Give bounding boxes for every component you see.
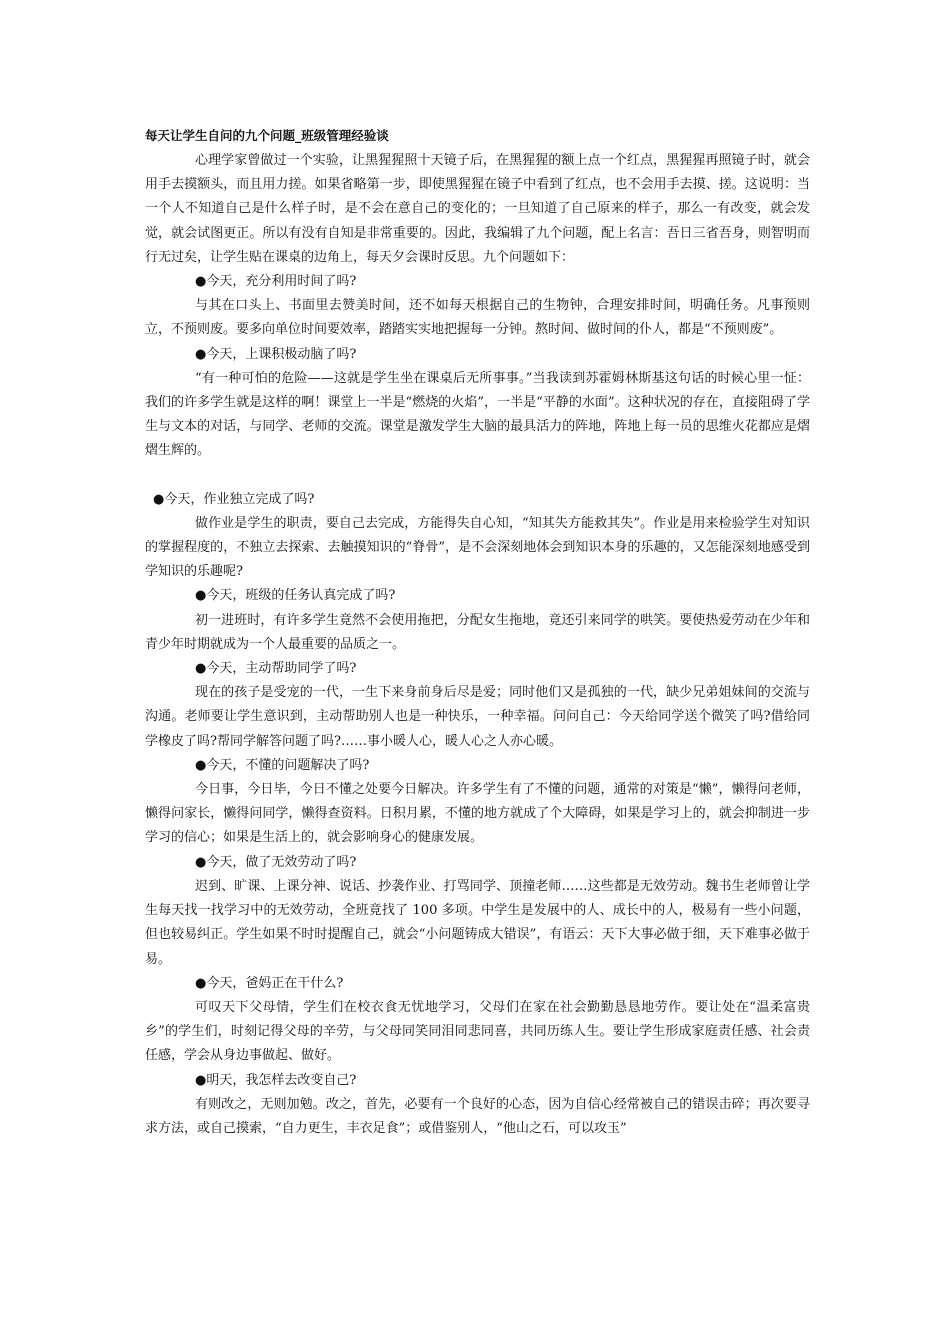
answer-3: 做作业是学生的职责，要自己去完成，方能得失自心知，“知其失方能救其失”。作业是用来检验学生对知识的掌握程度的，不独立去探索、去触摸知识的“脊骨”，是不会深刻地体会到知识本身的乐趣的，又怎能深刻地感受到学知识的乐趣呢?	[145, 515, 810, 580]
document-title: 每天让学生自问的九个问题_班级管理经验谈	[145, 128, 389, 143]
answer-4: 初一进班时，有许多学生竟然不会使用拖把，分配女生拖地，竟还引来同学的哄笑。要使热爱劳动在少年和青少年时期就成为一个人最重要的品质之一。	[145, 612, 810, 652]
answer-5: 现在的孩子是受宠的一代，一生下来身前身后尽是爱；同时他们又是孤独的一代，缺少兄弟姐妹间的交流与沟通。老师要让学生意识到，主动帮助别人也是一种快乐，一种幸福。问问自己：今天给同学送个微笑了吗?借给同学橡皮了吗?帮同学解答问题了吗?……事小暖人心，暖人心之人亦心暖。	[145, 685, 810, 749]
question-8: ●今天，爸妈正在干什么?	[195, 975, 344, 991]
blank-line	[145, 464, 810, 488]
answer-9: 有则改之，无则加勉。改之，首先，必要有一个良好的心态，因为自信心经常被自己的错误击碎；再次要寻求方法，或自己摸索，“自力更生，丰衣足食”；或借鉴别人，“他山之石，可以攻玉”	[145, 1096, 810, 1136]
question-7: ●今天，做了无效劳动了吗?	[195, 854, 357, 870]
answer-8: 可叹天下父母情，学生们在校衣食无忧地学习，父母们在家在社会勤勤恳恳地劳作。要让处在“温柔富贵乡”的学生们，时刻记得父母的辛劳，与父母同笑同泪同悲同喜，共同历练人生。要让学生形成家庭责任感、社会责任感，学会从身边事做起、做好。	[145, 999, 810, 1064]
question-3: ●今天，作业独立完成了吗?	[153, 491, 315, 507]
answer-1: 与其在口头上、书面里去赞美时间，还不如每天根据自己的生物钟，合理安排时间，明确任务。凡事预则立，不预则废。要多向单位时间要效率，踏踏实实地把握每一分钟。熬时间、做时间的仆人，都是“不预则废”。	[145, 298, 810, 338]
question-5: ●今天，主动帮助同学了吗?	[195, 661, 357, 677]
answer-2: “有一种可怕的危险——这就是学生坐在课桌后无所事事。”当我读到苏霍姆林斯基这句话的时候心里一怔：我们的许多学生就是这样的啊！课堂上一半是“燃烧的火焰”，一半是“平静的水面”。这种状况的存在，直接阻碍了学生与文本的对话，与同学、老师的交流。课堂是激发学生大脑的最具活力的阵地，阵地上每一员的思维火花都应是熠熠生辉的。	[145, 370, 810, 459]
question-2: ●今天，上课积极动脑了吗?	[195, 346, 357, 362]
question-4: ●今天，班级的任务认真完成了吗?	[195, 588, 396, 604]
document-page	[145, 126, 810, 1141]
answer-7: 迟到、旷课、上课分神、说话、抄袭作业、打骂同学、顶撞老师……这些都是无效劳动。魏书生老师曾让学生每天找一找学习中的无效劳动，全班竟找了 100 多项。中学生是发展中的人、成长中的人，极易有一些小问题，但也较易纠正。学生如果不时时提醒自己，就会“小问题铸成大错误”，有语云：天下大事必做于细，天下难事必做于易。	[145, 878, 810, 967]
answer-6: 今日事，今日毕，今日不懂之处要今日解决。许多学生有了不懂的问题，通常的对策是“懒”，懒得问老师，懒得问家长，懒得问同学，懒得查资料。日积月累，不懂的地方就成了个大障碍，如果是学习上的，就会抑制进一步学习的信心；如果是生活上的，就会影响身心的健康发展。	[145, 782, 810, 846]
intro-paragraph: 心理学家曾做过一个实验，让黑猩猩照十天镜子后，在黑猩猩的额上点一个红点，黑猩猩再照镜子时，就会用手去摸额头，而且用力搓。如果省略第一步，即使黑猩猩在镜子中看到了红点，也不会用手去摸、搓。这说明：当一个人不知道自己是什么样子时，是不会在意自己的变化的；一旦知道了自己原来的样子，那么一有改变，就会发觉，就会试图更正。所以有没有自知是非常重要的。因此，我编辑了九个问题，配上名言：吾日三省吾身，则智明而行无过矣，让学生贴在课桌的边角上，每天夕会课时反思。九个问题如下：	[145, 153, 810, 265]
question-6: ●今天，不懂的问题解决了吗?	[195, 757, 370, 773]
question-9: ●明天，我怎样去改变自己?	[195, 1072, 357, 1088]
question-1: ●今天，充分利用时间了吗?	[195, 274, 357, 290]
